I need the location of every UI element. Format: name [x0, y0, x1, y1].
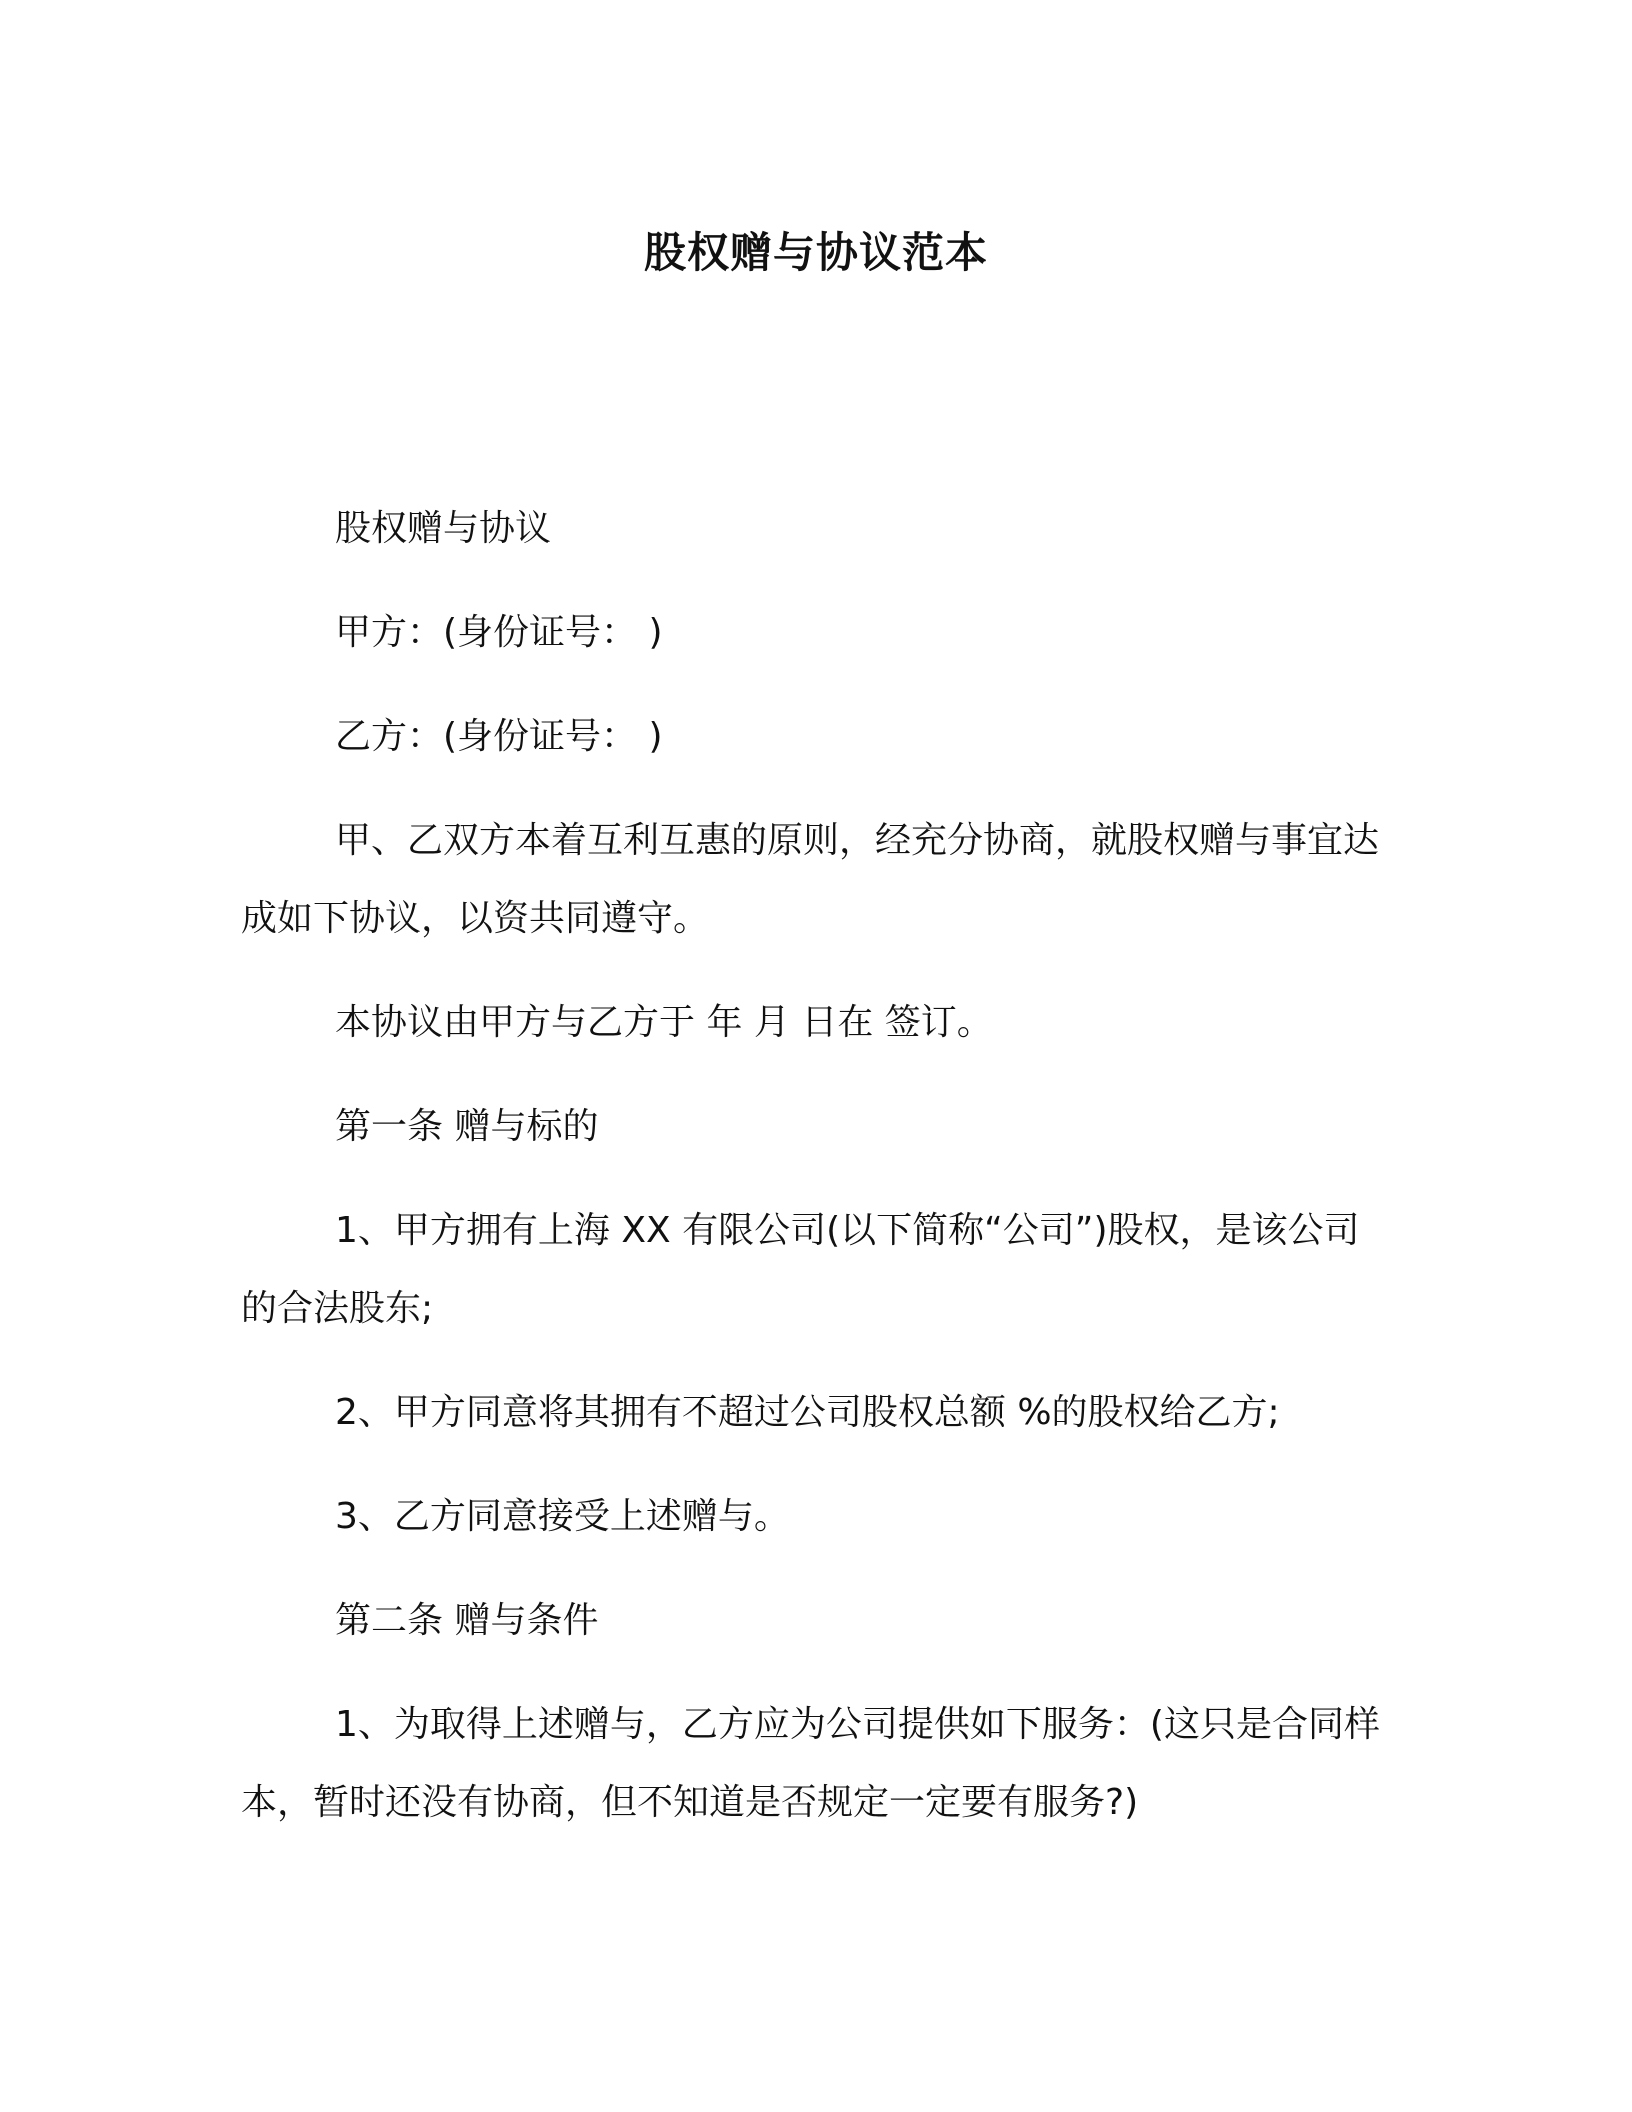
article-one-item-1: 1、甲方拥有上海 XX 有限公司(以下简称“公司”)股权，是该公司的合法股东; [241, 1210, 1360, 1329]
party-a-line: 甲方：(身份证号： ) [335, 612, 663, 653]
article-two-item-1: 1、为取得上述赠与，乙方应为公司提供如下服务：(这只是合同样本，暂时还没有协商，但不知道是否规定一定要有服务?) [241, 1704, 1380, 1823]
article-two-heading: 第二条 赠与条件 [335, 1600, 599, 1641]
article-one-heading: 第一条 赠与标的 [335, 1106, 599, 1147]
party-b-line: 乙方：(身份证号： ) [335, 716, 663, 757]
signing-line: 本协议由甲方与乙方于 年 月 日在 签订。 [335, 1002, 993, 1043]
agreement-heading: 股权赠与协议 [335, 508, 552, 549]
article-one-item-3: 3、乙方同意接受上述赠与。 [335, 1496, 790, 1537]
document-body [241, 490, 1391, 1868]
intro-paragraph: 甲、乙双方本着互利互惠的原则，经充分协商，就股权赠与事宜达成如下协议，以资共同遵守。 [241, 820, 1380, 939]
document-title: 股权赠与协议范本 [643, 228, 988, 277]
article-one-item-2: 2、甲方同意将其拥有不超过公司股权总额 %的股权给乙方; [335, 1392, 1280, 1433]
